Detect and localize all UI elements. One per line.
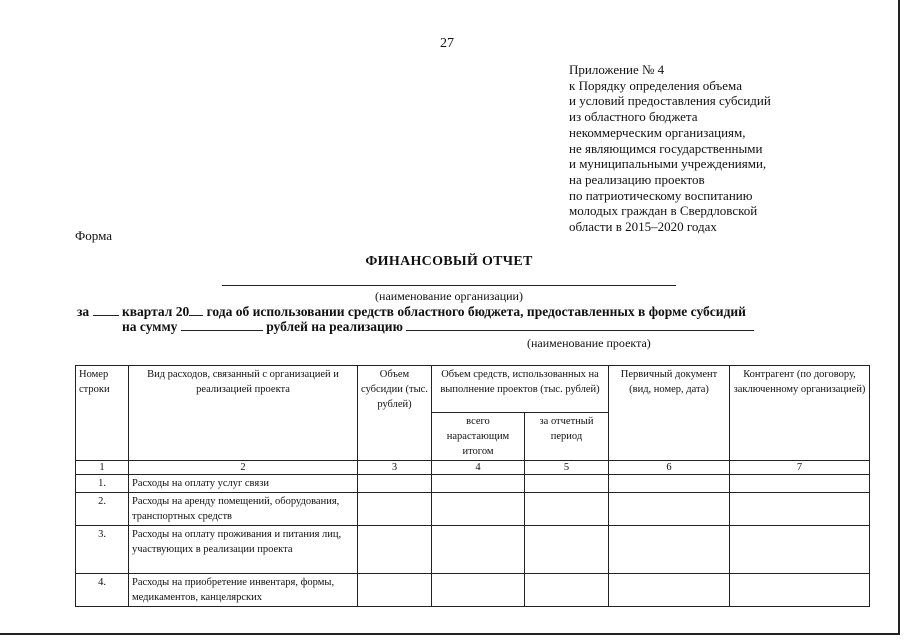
- subsidy-volume-cell[interactable]: [358, 493, 432, 526]
- report-table: [75, 365, 870, 607]
- org-name-caption: (наименование организации): [375, 289, 523, 303]
- column-number: 5: [525, 461, 609, 475]
- header-used-funds: Объем средств, использованных на выполнение проектов (тыс. рублей): [432, 366, 609, 413]
- contractor-cell[interactable]: [730, 574, 870, 607]
- used-total-cell[interactable]: [432, 526, 525, 574]
- org-name-line[interactable]: [222, 285, 676, 286]
- appendix-line: Приложение № 4: [569, 62, 665, 77]
- header-subsidy-volume: Объем субсидии (тыс. рублей): [358, 366, 432, 461]
- year-blank[interactable]: [189, 303, 203, 316]
- appendix-line: из областного бюджета: [569, 109, 698, 125]
- subsidy-volume-cell[interactable]: [358, 526, 432, 574]
- row-number: 4.: [76, 574, 129, 607]
- used-total-cell[interactable]: [432, 475, 525, 493]
- primary-document-cell[interactable]: [609, 574, 730, 607]
- column-number: 2: [129, 461, 358, 475]
- row-number: 1.: [76, 475, 129, 493]
- appendix-line: по патриотическому воспитанию: [569, 187, 753, 203]
- contractor-cell[interactable]: [730, 493, 870, 526]
- appendix-line: на реализацию проектов: [569, 171, 705, 187]
- appendix-line: не являющимся государственными: [569, 140, 763, 156]
- used-total-cell[interactable]: [432, 493, 525, 526]
- contractor-cell[interactable]: [730, 475, 870, 493]
- expense-type-cell: Расходы на аренду помещений, оборудования, транспортных средств: [129, 493, 358, 526]
- rubley-label: рублей на реализацию: [266, 319, 403, 334]
- header-contractor: Контрагент (по договору, заключенному организацией): [730, 366, 870, 461]
- primary-document-cell[interactable]: [609, 493, 730, 526]
- table-row: [76, 493, 870, 526]
- project-name-blank[interactable]: [406, 318, 754, 331]
- expense-type-cell: Расходы на оплату услуг связи: [129, 475, 358, 493]
- used-period-cell[interactable]: [525, 526, 609, 574]
- row-number: 3.: [76, 526, 129, 574]
- page-number: 27: [440, 36, 454, 51]
- header-expense-type: Вид расходов, связанный с организацией и реализацией проекта: [129, 366, 358, 461]
- appendix-line: к Порядку определения объема: [569, 77, 742, 93]
- page-title: ФИНАНСОВЫЙ ОТЧЕТ: [365, 254, 533, 269]
- quarter-blank[interactable]: [93, 303, 119, 316]
- used-period-cell[interactable]: [525, 475, 609, 493]
- expense-type-cell: Расходы на приобретение инвентаря, формы, медикаментов, канцелярских: [129, 574, 358, 607]
- header-used-period: за отчетный период: [525, 413, 609, 461]
- header-primary-document: Первичный документ (вид, номер, дата): [609, 366, 730, 461]
- sum-line: [122, 318, 754, 335]
- primary-document-cell[interactable]: [609, 526, 730, 574]
- contractor-cell[interactable]: [730, 526, 870, 574]
- appendix-line: и муниципальными учреждениями,: [569, 156, 767, 172]
- za-label: за: [77, 304, 90, 319]
- column-number: 1: [76, 461, 129, 475]
- form-label: Форма: [75, 228, 112, 243]
- row-number: 2.: [76, 493, 129, 526]
- header-used-total: всего нарастающим итогом: [432, 413, 525, 461]
- used-total-cell[interactable]: [432, 574, 525, 607]
- kvartal-label: квартал 20: [121, 304, 190, 319]
- appendix-line: молодых граждан в Свердловской: [569, 203, 758, 219]
- column-number: 7: [730, 461, 870, 475]
- header-row-number: Номер строки: [76, 366, 129, 461]
- appendix-line: области в 2015–2020 годах: [569, 219, 717, 235]
- table-row: [76, 574, 870, 607]
- appendix-line: некоммерческим организациям,: [569, 124, 746, 140]
- used-period-cell[interactable]: [525, 574, 609, 607]
- expense-type-cell: Расходы на оплату проживания и питания лиц, участвующих в реализации проекта: [129, 526, 358, 574]
- report-line-text: года об использовании средств областного бюджета, предоставленных в форме субсидий: [206, 304, 746, 319]
- appendix-note: [569, 62, 899, 235]
- sum-blank[interactable]: [181, 318, 263, 331]
- column-number: 4: [432, 461, 525, 475]
- na-summu-label: на сумму: [122, 319, 178, 334]
- subsidy-volume-cell[interactable]: [358, 574, 432, 607]
- primary-document-cell[interactable]: [609, 475, 730, 493]
- used-period-cell[interactable]: [525, 493, 609, 526]
- project-name-caption: (наименование проекта): [527, 336, 651, 350]
- column-number: 3: [358, 461, 432, 475]
- table-row: [76, 475, 870, 493]
- table-row: [76, 526, 870, 574]
- column-number: 6: [609, 461, 730, 475]
- subsidy-volume-cell[interactable]: [358, 475, 432, 493]
- appendix-line: и условий предоставления субсидий: [569, 93, 771, 109]
